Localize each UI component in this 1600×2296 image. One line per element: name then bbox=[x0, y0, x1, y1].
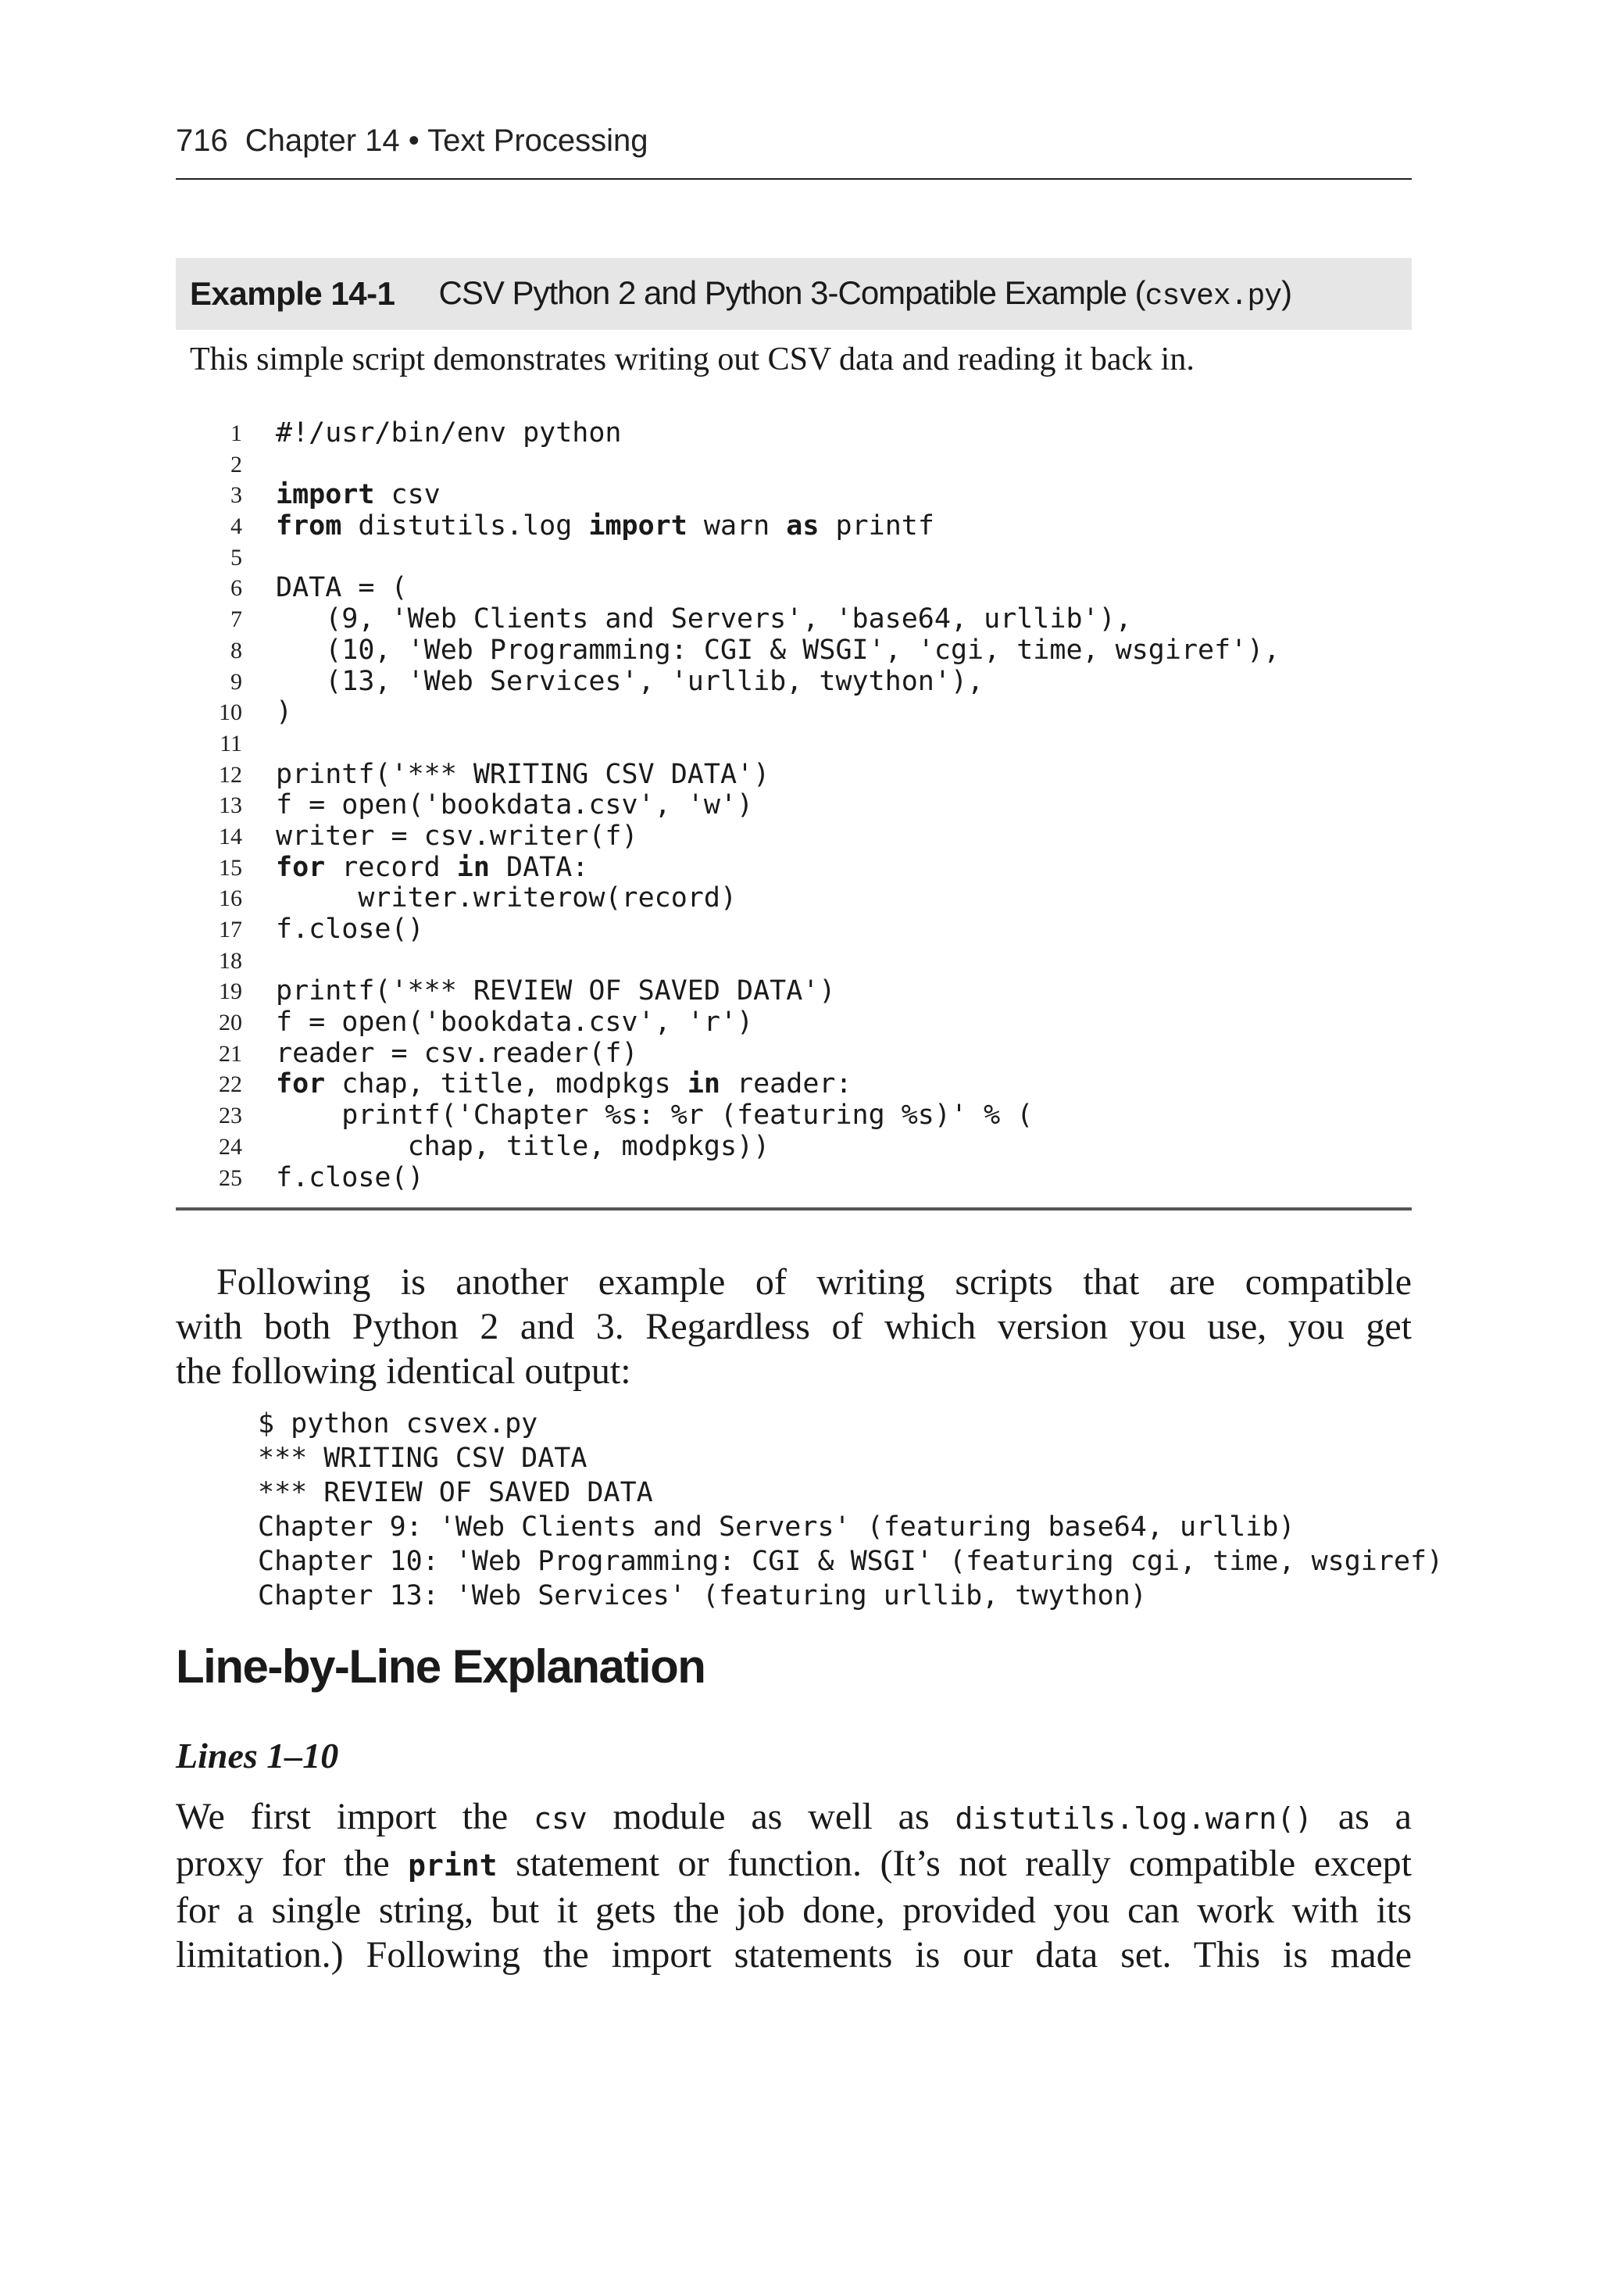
code-text bbox=[276, 1163, 424, 1194]
code-token: (9, 'Web Clients and Servers', 'base64, urllib'), bbox=[276, 603, 1132, 635]
paragraph-line: proxy for the print statement or function. (It’s not really compatible except bbox=[176, 1843, 1412, 1884]
example-label: Example 14-1 bbox=[190, 275, 395, 312]
code-text bbox=[276, 635, 1280, 667]
code-line bbox=[176, 790, 1412, 821]
line-number: 1 bbox=[230, 420, 242, 446]
line-number: 24 bbox=[219, 1133, 242, 1160]
code-line bbox=[176, 946, 1412, 977]
code-text bbox=[276, 790, 753, 821]
code-keyword: in bbox=[456, 851, 490, 883]
code-text bbox=[276, 697, 292, 728]
paragraph-line: We first import the csv module as well as distutils.log.warn() as a bbox=[176, 1796, 1412, 1837]
code-keyword: from bbox=[276, 510, 342, 542]
line-number: 8 bbox=[230, 637, 242, 663]
line-number: 7 bbox=[230, 606, 242, 633]
inline-code: csv bbox=[534, 1801, 588, 1836]
example-caption bbox=[176, 258, 1412, 330]
code-line bbox=[176, 480, 1412, 511]
code-text bbox=[276, 1069, 852, 1100]
paragraph-line: for a single string, but it gets the job done, provided you can work with its bbox=[176, 1890, 1412, 1931]
line-number: 6 bbox=[230, 575, 242, 602]
line-number: 14 bbox=[219, 823, 242, 849]
code-text bbox=[276, 976, 835, 1007]
code-keyword: as bbox=[786, 510, 820, 542]
console-output bbox=[258, 1407, 1444, 1613]
code-token: (13, 'Web Services', 'urllib, twython'), bbox=[276, 665, 984, 697]
code-text bbox=[276, 573, 408, 604]
code-text bbox=[276, 418, 622, 449]
line-number: 20 bbox=[219, 1010, 242, 1036]
code-token: f.close() bbox=[276, 914, 424, 945]
code-line bbox=[176, 1132, 1412, 1163]
code-token: printf('*** REVIEW OF SAVED DATA') bbox=[276, 975, 836, 1007]
code-line bbox=[176, 418, 1412, 449]
line-number: 12 bbox=[219, 761, 242, 788]
code-line bbox=[176, 604, 1412, 635]
example-title: CSV Python 2 and Python 3-Compatible Example (csvex.py) bbox=[438, 274, 1292, 313]
code-text bbox=[276, 914, 424, 946]
code-line bbox=[176, 1163, 1412, 1194]
code-line bbox=[176, 853, 1412, 884]
code-token: DATA = ( bbox=[276, 572, 408, 604]
code-line bbox=[176, 1039, 1412, 1070]
code-text bbox=[276, 760, 770, 791]
line-number: 18 bbox=[219, 947, 242, 974]
chapter-title: Chapter 14 • Text Processing bbox=[245, 123, 648, 158]
code-token: printf('Chapter %s: %r (featuring %s)' % ( bbox=[276, 1100, 1034, 1132]
code-text bbox=[276, 511, 934, 542]
code-line bbox=[176, 573, 1412, 604]
listing-bottom-rule bbox=[176, 1207, 1412, 1211]
code-token: writer = csv.writer(f) bbox=[276, 820, 638, 852]
line-number: 13 bbox=[219, 792, 242, 819]
code-token: reader: bbox=[720, 1068, 852, 1100]
code-line bbox=[176, 635, 1412, 667]
code-text bbox=[276, 480, 441, 511]
code-token: writer.writerow(record) bbox=[276, 882, 738, 914]
line-number: 2 bbox=[230, 451, 242, 477]
code-line bbox=[176, 760, 1412, 791]
paragraph-line: the following identical output: bbox=[176, 1350, 631, 1392]
code-token: (10, 'Web Programming: CGI & WSGI', 'cgi, time, wsgiref'), bbox=[276, 634, 1280, 666]
code-text bbox=[276, 1007, 753, 1039]
code-token: csv bbox=[374, 479, 441, 511]
code-token: DATA: bbox=[489, 851, 589, 883]
code-line bbox=[176, 914, 1412, 946]
code-line bbox=[176, 1100, 1412, 1132]
code-line bbox=[176, 883, 1412, 914]
code-keyword: for bbox=[276, 851, 326, 883]
code-keyword: import bbox=[588, 510, 688, 542]
code-line bbox=[176, 542, 1412, 574]
code-token: f = open('bookdata.csv', 'r') bbox=[276, 1007, 754, 1039]
code-text bbox=[276, 1132, 770, 1163]
line-number: 11 bbox=[220, 730, 242, 756]
code-token: distutils.log bbox=[341, 510, 589, 542]
paragraph-line: limitation.) Following the import statements is our data set. This is made bbox=[176, 1934, 1412, 1976]
code-keyword: for bbox=[276, 1068, 326, 1100]
output-line: *** REVIEW OF SAVED DATA bbox=[258, 1477, 653, 1508]
code-text bbox=[276, 1039, 638, 1070]
example-description: This simple script demonstrates writing out CSV data and reading it back in. bbox=[190, 342, 1195, 377]
code-token: printf bbox=[819, 510, 934, 542]
code-token: record bbox=[325, 851, 457, 883]
line-number: 15 bbox=[219, 854, 242, 881]
code-token: f.close() bbox=[276, 1161, 424, 1193]
output-line: *** WRITING CSV DATA bbox=[258, 1443, 588, 1474]
code-text bbox=[276, 667, 984, 698]
code-line bbox=[176, 976, 1412, 1007]
line-number: 10 bbox=[219, 699, 242, 726]
inline-code: distutils.log.warn() bbox=[955, 1801, 1313, 1836]
paragraph-line: Following is another example of writing scripts that are compatible bbox=[216, 1261, 1412, 1303]
code-text bbox=[276, 1100, 1033, 1132]
line-number: 3 bbox=[230, 482, 242, 509]
code-token: chap, title, modpkgs)) bbox=[276, 1130, 770, 1162]
code-text bbox=[276, 883, 737, 914]
running-head bbox=[176, 123, 1412, 159]
output-line: Chapter 13: 'Web Services' (featuring urllib, twython) bbox=[258, 1580, 1147, 1611]
code-line bbox=[176, 1007, 1412, 1039]
code-token: chap, title, modpkgs bbox=[325, 1068, 688, 1100]
line-number: 4 bbox=[230, 513, 242, 540]
output-line: Chapter 9: 'Web Clients and Servers' (featuring base64, urllib) bbox=[258, 1511, 1295, 1543]
code-line bbox=[176, 667, 1412, 698]
code-text bbox=[276, 853, 588, 884]
code-token: ) bbox=[276, 696, 293, 728]
intro-paragraph bbox=[176, 1260, 1412, 1393]
body-paragraph bbox=[176, 1794, 1412, 1977]
section-heading: Line-by-Line Explanation bbox=[176, 1640, 705, 1693]
code-token: f = open('bookdata.csv', 'w') bbox=[276, 789, 754, 821]
line-number: 16 bbox=[219, 885, 242, 912]
output-line: Chapter 10: 'Web Programming: CGI & WSGI' (featuring cgi, time, wsgiref) bbox=[258, 1546, 1444, 1577]
example-filename: csvex.py bbox=[1145, 280, 1282, 313]
line-number: 9 bbox=[230, 668, 242, 695]
sub-heading: Lines 1–10 bbox=[176, 1736, 339, 1776]
code-listing bbox=[176, 418, 1412, 1193]
code-keyword: import bbox=[276, 479, 375, 511]
inline-code: print bbox=[408, 1848, 498, 1883]
code-text bbox=[276, 604, 1132, 635]
code-keyword: in bbox=[687, 1068, 720, 1100]
line-number: 25 bbox=[219, 1164, 242, 1191]
output-line: $ python csvex.py bbox=[258, 1408, 538, 1439]
code-line bbox=[176, 821, 1412, 853]
code-token: printf('*** WRITING CSV DATA') bbox=[276, 758, 770, 790]
line-number: 19 bbox=[219, 978, 242, 1005]
code-line bbox=[176, 697, 1412, 728]
line-number: 23 bbox=[219, 1103, 242, 1129]
code-line bbox=[176, 1069, 1412, 1100]
line-number: 22 bbox=[219, 1071, 242, 1098]
paragraph-line: with both Python 2 and 3. Regardless of which version you use, you get bbox=[176, 1306, 1412, 1347]
code-token: reader = csv.reader(f) bbox=[276, 1037, 638, 1069]
code-text bbox=[276, 821, 638, 853]
code-line bbox=[176, 449, 1412, 481]
code-line bbox=[176, 728, 1412, 760]
line-number: 5 bbox=[230, 544, 242, 570]
code-token: warn bbox=[687, 510, 787, 542]
line-number: 21 bbox=[219, 1040, 242, 1067]
code-token: #!/usr/bin/env python bbox=[276, 417, 622, 449]
line-number: 17 bbox=[219, 917, 242, 942]
code-line bbox=[176, 511, 1412, 542]
header-rule bbox=[176, 178, 1412, 180]
page-number: 716 bbox=[176, 123, 228, 158]
